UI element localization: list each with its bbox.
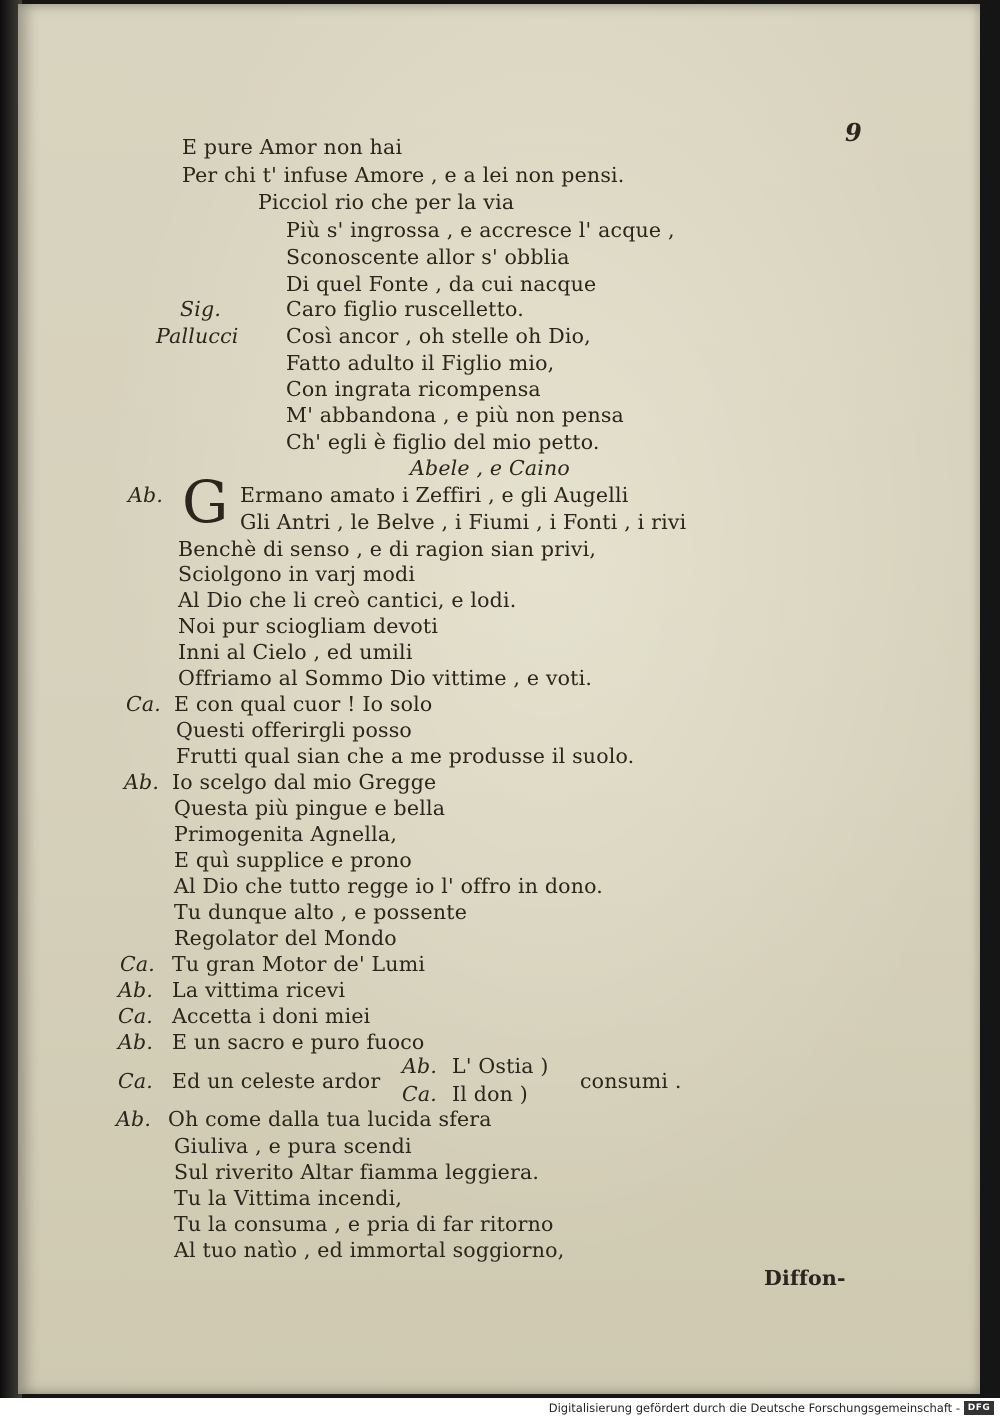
text-line: E pure Amor non hai <box>182 135 403 159</box>
text-line: Al Dio che tutto regge io l' offro in dono. <box>174 874 603 898</box>
text-line: M' abbandona , e più non pensa <box>286 403 624 427</box>
footer-credit: Digitalisierung gefördert durch die Deutsche Forschungsgemeinschaft - <box>548 1401 960 1415</box>
page-text <box>18 4 980 1394</box>
text-line: Con ingrata ricompensa <box>286 377 541 401</box>
text-line: Regolator del Mondo <box>174 926 397 950</box>
text-line: Frutti qual sian che a me produsse il suolo. <box>176 744 635 768</box>
speaker-label: Ca. <box>126 692 162 716</box>
text-line: Tu dunque alto , e possente <box>174 900 468 924</box>
speaker-label: Ca. <box>120 952 156 976</box>
text-line: Ch' egli è figlio del mio petto. <box>286 430 600 454</box>
text-line: L' Ostia ) <box>452 1054 549 1078</box>
speaker-label: Ca. <box>118 1069 154 1093</box>
text-line: Questa più pingue e bella <box>174 796 446 820</box>
text-line: Giuliva , e pura scendi <box>174 1134 412 1158</box>
text-line: Sconoscente allor s' obblia <box>286 245 570 269</box>
text-line: La vittima ricevi <box>172 978 346 1002</box>
text-line: Questi offerirgli posso <box>176 718 412 742</box>
text-line: Io scelgo dal mio Gregge <box>172 770 437 794</box>
text-line: Benchè di senso , e di ragion sian privi, <box>178 537 597 561</box>
text-line: E con qual cuor ! Io solo <box>174 692 433 716</box>
speaker-label: Ab. <box>402 1054 438 1078</box>
text-line: Ermano amato i Zeffiri , e gli Augelli <box>240 483 629 507</box>
text-line: Sul riverito Altar fiamma leggiera. <box>174 1160 540 1184</box>
drop-cap: G <box>182 468 229 536</box>
text-line: Di quel Fonte , da cui nacque <box>286 272 597 296</box>
text-line: Primogenita Agnella, <box>174 822 398 846</box>
speaker-label: Ab. <box>116 1107 152 1131</box>
catchword: Diffon- <box>764 1266 846 1290</box>
speaker-label: Ab. <box>124 770 160 794</box>
text-line: Più s' ingrossa , e accresce l' acque , <box>286 218 675 242</box>
side-speaker-label: Pallucci <box>156 324 239 348</box>
side-speaker-label: Sig. <box>180 297 222 321</box>
text-line: Gli Antri , le Belve , i Fiumi , i Fonti , i rivi <box>240 510 687 534</box>
page-number: 9 <box>845 118 862 147</box>
text-line: Offriamo al Sommo Dio vittime , e voti. <box>178 666 593 690</box>
text-line: Tu la consuma , e pria di far ritorno <box>174 1212 554 1236</box>
text-line: Inni al Cielo , ed umili <box>178 640 413 664</box>
text-line: Al tuo natìo , ed immortal soggiorno, <box>174 1238 565 1262</box>
text-line: Noi pur sciogliam devoti <box>178 614 439 638</box>
text-line: E quì supplice e prono <box>174 848 412 872</box>
text-line: Per chi t' infuse Amore , e a lei non pensi. <box>182 163 625 187</box>
footer-bar <box>0 1398 1000 1418</box>
text-line: Caro figlio ruscelletto. <box>286 297 524 321</box>
speaker-label: Ca. <box>118 1004 154 1028</box>
speaker-label: Ca. <box>402 1082 438 1106</box>
text-line: Sciolgono in varj modi <box>178 562 416 586</box>
speaker-label: Ab. <box>128 483 164 507</box>
speaker-label: Ab. <box>118 978 154 1002</box>
text-line: Tu la Vittima incendi, <box>174 1186 403 1210</box>
text-line: Picciol rio che per la via <box>258 190 515 214</box>
text-line: Al Dio che li creò cantici, e lodi. <box>178 588 517 612</box>
text-line: Fatto adulto il Figlio mio, <box>286 351 555 375</box>
speaker-label: Ab. <box>118 1030 154 1054</box>
text-line: Così ancor , oh stelle oh Dio, <box>286 324 591 348</box>
dfg-logo: DFG <box>964 1401 994 1415</box>
text-line: Ed un celeste ardor <box>172 1069 381 1093</box>
scene-heading: Abele , e Caino <box>410 456 570 480</box>
text-line: consumi . <box>580 1069 682 1093</box>
text-line: Il don ) <box>452 1082 528 1106</box>
text-line: Tu gran Motor de' Lumi <box>172 952 426 976</box>
text-line: E un sacro e puro fuoco <box>172 1030 425 1054</box>
text-line: Oh come dalla tua lucida sfera <box>168 1107 492 1131</box>
book-page <box>18 4 980 1394</box>
text-line: Accetta i doni miei <box>172 1004 371 1028</box>
